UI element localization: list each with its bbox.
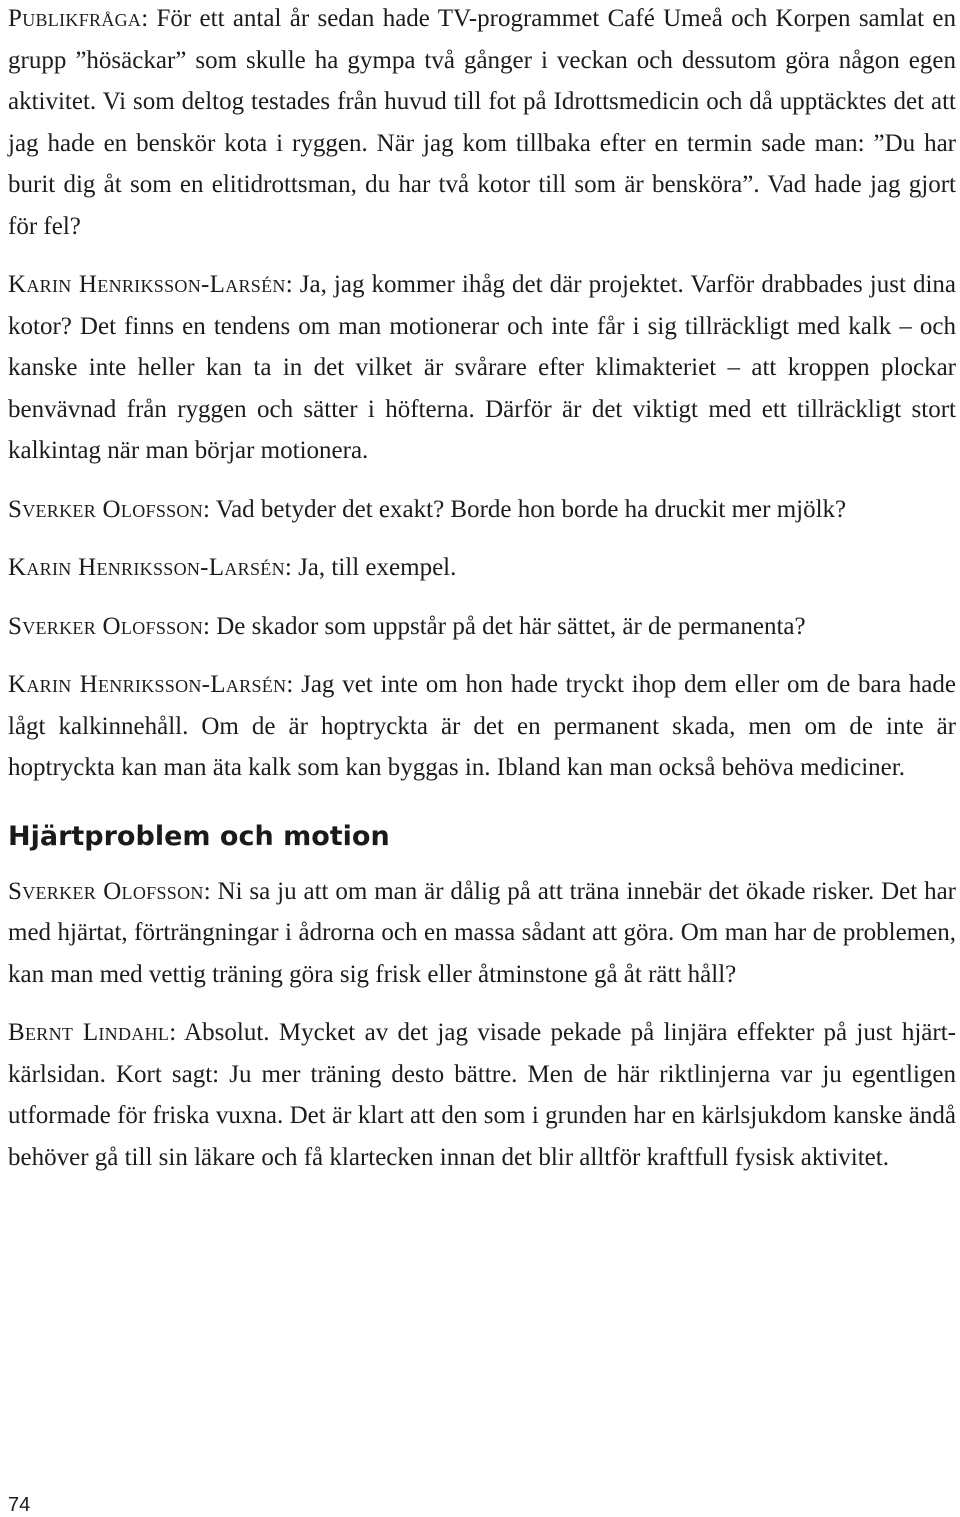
paragraph-text: Absolut. Mycket av det jag visade pekade på linjära effekter på just hjärt-kärlsidan. Kort sagt: Ju mer träning desto bättre. Men de här riktlinjerna var ju egentligen utformade för friska vuxna. Det är klart att den som i grunden har en kärlsjukdom kanske ändå behöver gå till sin läkare och få klartecken innan det blir alltför kraftfull fysisk aktivitet. bbox=[8, 1019, 956, 1171]
paragraph-sverker-3 bbox=[8, 871, 956, 996]
speaker-name: Publikfråga bbox=[8, 5, 142, 32]
paragraph-text: För ett antal år sedan hade TV-programmet Café Umeå och Korpen samlat en grupp ”hösäckar” som skulle ha gympa två gånger i veckan och dessutom göra någon egen aktivitet. Vi som deltog testades från huvud till fot på Idrottsmedicin och då upptäcktes det att jag hade en benskör kota i ryggen. När jag kom tillbaka efter en termin sade man: ”Du har burit dig åt som en elitidrottsman, du har två kotor till som är bensköra”. Vad hade jag gjort för fel? bbox=[8, 5, 956, 240]
paragraph-text: Ja, till exempel. bbox=[298, 554, 457, 581]
speaker-colon: : bbox=[169, 1019, 185, 1046]
paragraph-text: Ja, jag kommer ihåg det där projektet. Varför drabbades just dina kotor? Det finns en tendens om man motionerar och inte får i sig tillräckligt med kalk – och kanske inte heller kan ta in det vilket är svårare efter klimakteriet – att kroppen plockar benvävnad från ryggen och sätter i höfterna. Därför är det viktigt med ett tillräckligt stort kalkintag när man börjar motionera. bbox=[8, 271, 957, 464]
paragraph-text: Jag vet inte om hon hade tryckt ihop dem eller om de bara hade lågt kalkinnehåll. Om de är hoptryckta är det en permanent skada, men om de inte är hoptryckta kan man äta kalk som kan byggas in. Ibland kan man också behöva mediciner. bbox=[8, 671, 956, 781]
document-page bbox=[8, 0, 956, 1195]
speaker-colon: : bbox=[284, 554, 299, 581]
speaker-colon: : bbox=[141, 5, 157, 32]
speaker-name: Karin Henriksson-Larsén bbox=[8, 671, 287, 698]
paragraph-text: Vad betyder det exakt? Borde hon borde ha druckit mer mjölk? bbox=[215, 495, 847, 523]
speaker-colon: : bbox=[203, 612, 217, 640]
speaker-name: Sverker Olofsson bbox=[8, 877, 204, 905]
speaker-colon: : bbox=[203, 877, 218, 905]
section-heading: Hjärtproblem och motion bbox=[8, 820, 390, 852]
paragraph-text: De skador som uppstår på det här sättet, är de permanenta? bbox=[216, 612, 806, 640]
paragraph-karin-3 bbox=[8, 664, 956, 789]
speaker-colon: : bbox=[285, 271, 300, 298]
paragraph-text: Ni sa ju att om man är dålig på att träna innebär det ökade risker. Det har med hjärtat, förträngningar i ådrorna och en massa sådant att göra. Om man har de problemen, kan man med vettig träning göra sig frisk eller åtminstone gå åt rätt håll? bbox=[8, 877, 956, 988]
paragraph-bernt bbox=[8, 1012, 956, 1178]
speaker-name: Karin Henriksson-Larsén bbox=[8, 554, 285, 581]
paragraph-karin-2 bbox=[8, 547, 956, 589]
speaker-name: Sverker Olofsson bbox=[8, 612, 204, 640]
paragraph-publikfraga bbox=[8, 0, 956, 247]
speaker-colon: : bbox=[203, 495, 216, 523]
paragraph-sverker-1 bbox=[8, 489, 956, 531]
paragraph-sverker-2 bbox=[8, 606, 956, 648]
speaker-colon: : bbox=[286, 671, 302, 698]
speaker-name: Bernt Lindahl bbox=[8, 1019, 170, 1046]
speaker-name: Sverker Olofsson bbox=[8, 495, 204, 523]
page-number: 74 bbox=[8, 1494, 31, 1516]
speaker-name: Karin Henriksson-Larsén bbox=[8, 271, 286, 298]
paragraph-karin-1 bbox=[8, 264, 956, 472]
